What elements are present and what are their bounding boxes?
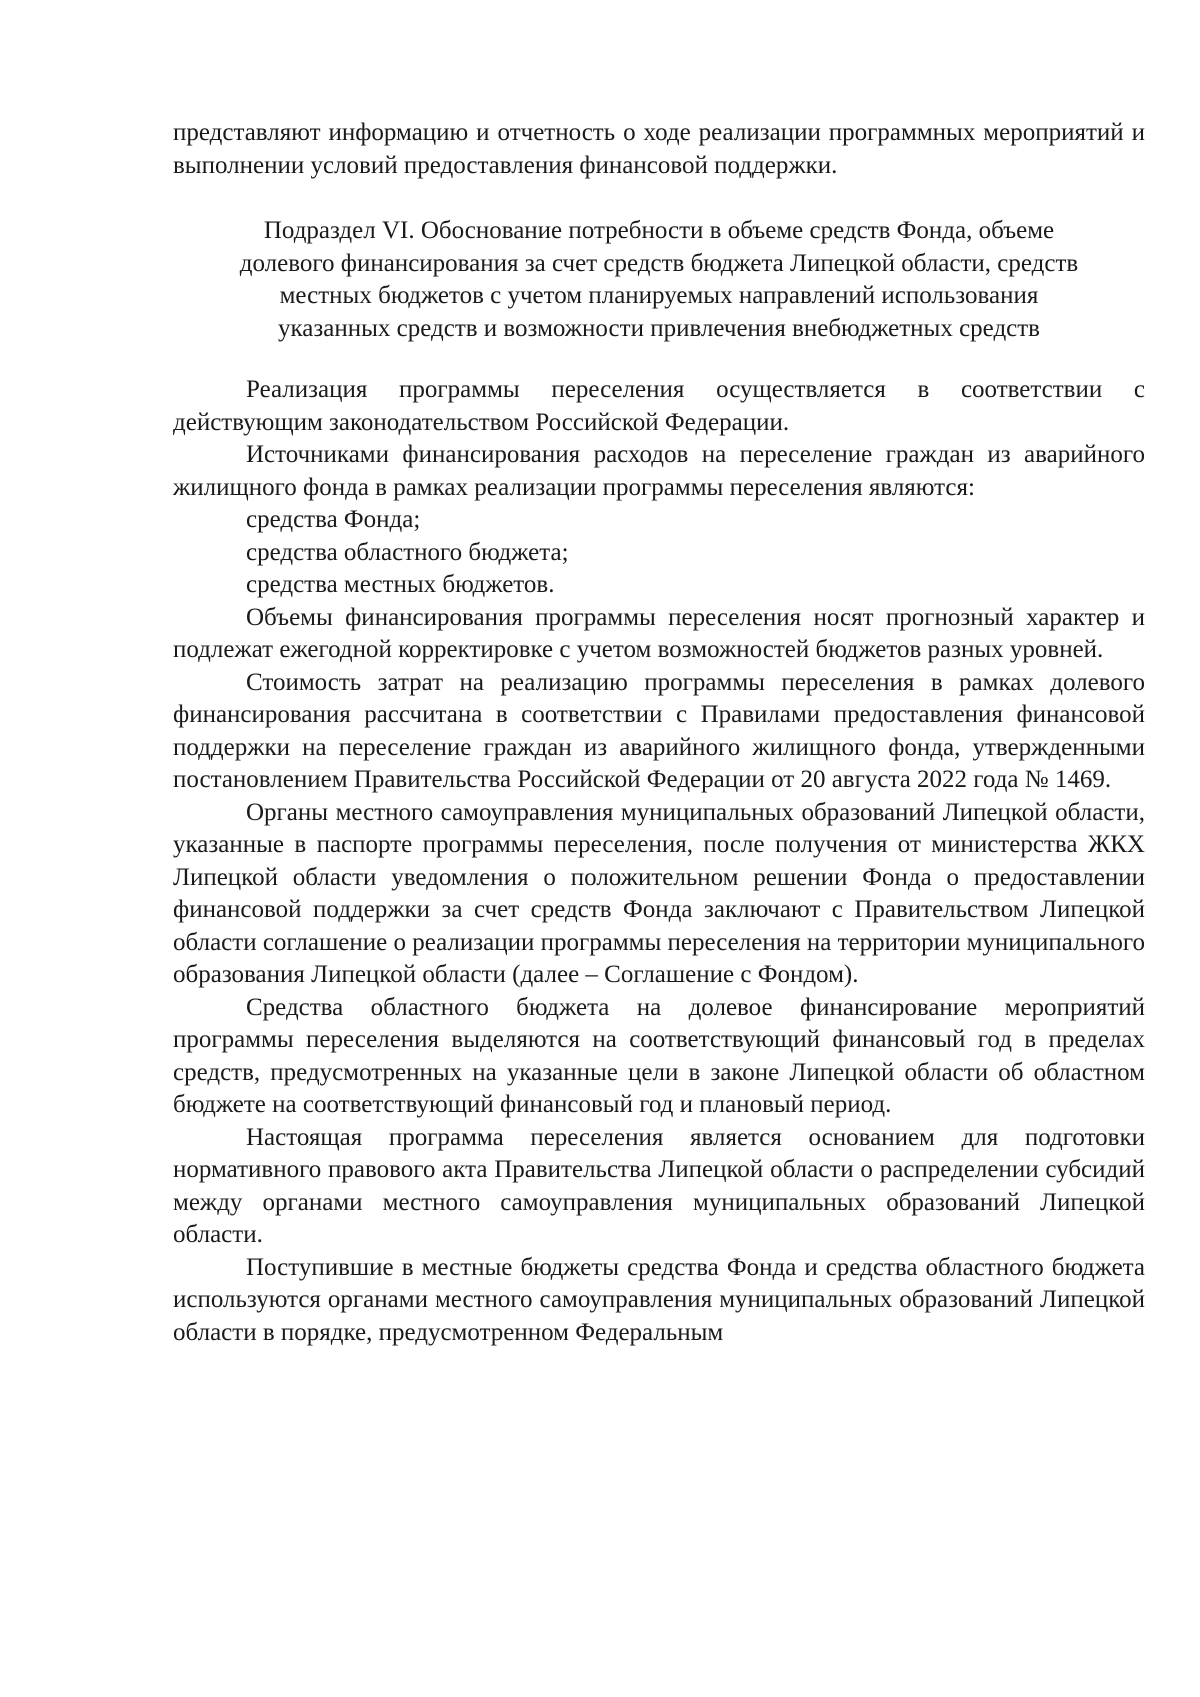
intro-paragraph: представляют информацию и отчетность о ходе реализации программных мероприятий и выполнении условий предоставления финансовой поддержки.: [173, 119, 1145, 179]
paragraph-implementation: Реализация программы переселения осуществляется в соответствии с действующим законодательством Российской Федерации.: [173, 376, 1145, 436]
section-heading-line-2: долевого финансирования за счет средств бюджета Липецкой области, средств: [239, 249, 1079, 277]
section-heading-line-1: Подраздел VI. Обоснование потребности в объеме средств Фонда, объеме: [263, 217, 1055, 244]
section-heading-line-3: местных бюджетов с учетом планируемых направлений использования: [279, 282, 1039, 309]
section-heading-line-4: указанных средств и возможности привлечения внебюджетных средств: [278, 314, 1040, 342]
list-item-regional-budget: средства областного бюджета;: [246, 538, 569, 566]
paragraph-local-authorities: Органы местного самоуправления муниципальных образований Липецкой области, указанные в паспорте программы переселения, после получения от министерства ЖКХ Липецкой области уведомления о положительном решении Фонда о предоставлении финансовой поддержки за счет средств Фонда заключают с Правительством Липецкой области соглашение о реализации программы переселения на территории муниципального образования Липецкой области (далее – Соглашение с Фондом).: [173, 798, 1145, 988]
paragraph-program-basis: Настоящая программа переселения является основанием для подготовки нормативного правового акта Правительства Липецкой области о распределении субсидий между органами местного самоуправления муниципальных образований Липецкой области.: [173, 1123, 1145, 1248]
list-item-local-budgets: средства местных бюджетов.: [246, 571, 555, 598]
intro-paragraph-block: [173, 117, 1145, 182]
paragraph-funds-usage: Поступившие в местные бюджеты средства Фонда и средства областного бюджета используются органами местного самоуправления муниципальных образований Липецкой области в порядке, предусмотренном Федеральным: [173, 1253, 1145, 1346]
paragraph-funding-sources: Источниками финансирования расходов на переселение граждан из аварийного жилищного фонда в рамках реализации программы переселения являются:: [173, 441, 1145, 501]
paragraph-cost-calculation: Стоимость затрат на реализацию программы переселения в рамках долевого финансирования рассчитана в соответствии с Правилами предоставления финансовой поддержки на переселение граждан из аварийного жилищного фонда, утвержденными постановлением Правительства Российской Федерации от 20 августа 2022 года № 1469.: [173, 668, 1145, 793]
paragraph-funding-volumes: Объемы финансирования программы переселения носят прогнозный характер и подлежат ежегодной корректировке с учетом возможностей бюджетов разных уровней.: [173, 603, 1145, 663]
document-body: [173, 374, 1145, 1349]
section-heading: [173, 215, 1145, 345]
paragraph-regional-budget-funds: Средства областного бюджета на долевое финансирование мероприятий программы переселения выделяются на соответствующий финансовый год в пределах средств, предусмотренных на указанные цели в законе Липецкой области об областном бюджете на соответствующий финансовый год и плановый период.: [173, 993, 1145, 1118]
list-item-fund: средства Фонда;: [246, 506, 421, 533]
